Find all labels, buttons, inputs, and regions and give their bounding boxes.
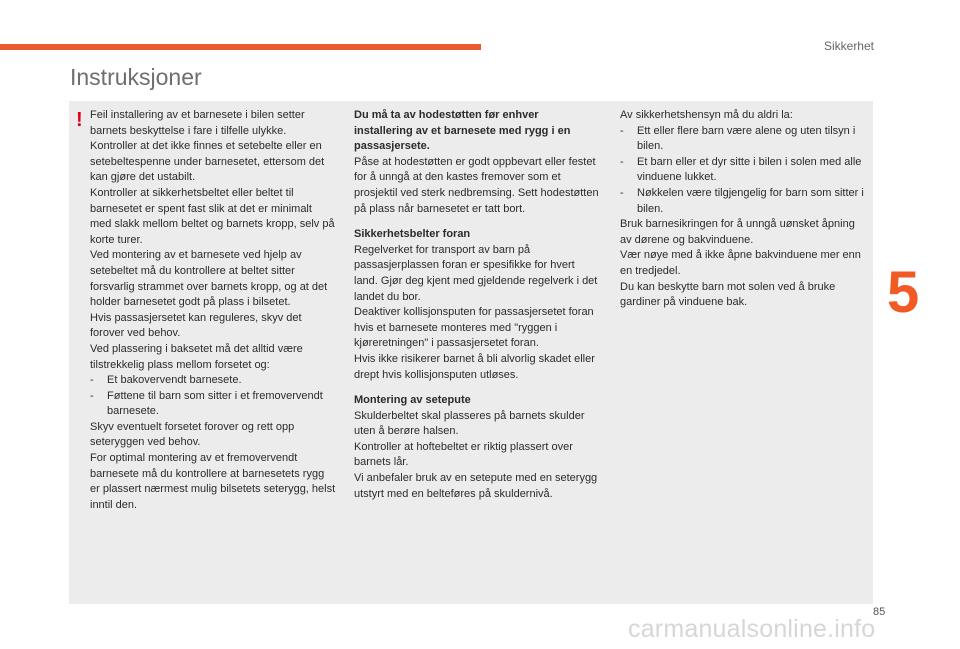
- section-heading: Sikkerhetsbelter foran: [354, 228, 471, 241]
- list-item-text: Et bakovervendt barnesete.: [107, 374, 242, 387]
- list-item: [620, 124, 866, 155]
- list-item-text: Et barn eller et dyr sitte i bilen i solen med alle vinduene lukket.: [637, 155, 862, 184]
- dash-marker: -: [90, 374, 94, 387]
- list-item: [90, 389, 336, 420]
- column-safety: [620, 108, 866, 311]
- list-item-text: Ett eller flere barn være alene og uten tilsyn i bilen.: [637, 124, 856, 153]
- paragraph: Ved plassering i baksetet må det alltid være tilstrekkelig plass mellom forsetet og:: [90, 342, 303, 371]
- paragraph: Kontroller at sikkerhetsbeltet eller beltet til barnesetet er spent fast slik at det er minimalt med slakk mellom beltet og barnets kropp, selv på korte turer.: [90, 186, 335, 246]
- paragraph: Vi anbefaler bruk av en setepute med en seterygg utstyrt med en belteføres på skuldernivå.: [354, 472, 598, 500]
- paragraph: Vær nøye med å ikke åpne bakvinduene mer enn en tredjedel.: [620, 249, 861, 277]
- paragraph: Bruk barnesikringen for å unngå uønsket åpning av dørene og bakvinduene.: [620, 218, 855, 246]
- dash-marker: -: [620, 155, 624, 168]
- dash-marker: -: [620, 186, 624, 199]
- column-warnings: [90, 108, 336, 513]
- paragraph: Ved montering av et barnesete ved hjelp av setebeltet må du kontrollere at beltet sitter forsvarlig strammet over barnets kropp, og at det holder barnesetet godt på plass i bilsetet.: [90, 249, 328, 309]
- dash-marker: -: [90, 389, 94, 402]
- paragraph: Hvis passasjersetet kan reguleres, skyv det forover ved behov.: [90, 311, 302, 340]
- header-accent-bar: [0, 44, 481, 50]
- paragraph: Skulderbeltet skal plasseres på barnets skulder uten å berøre halsen.: [354, 409, 585, 438]
- paragraph: Regelverket for transport av barn på passasjerplassen foran er spesifikke for hvert land. Gjør deg kjent med gjeldende regelverk i det landet du bor.: [354, 243, 598, 303]
- paragraph: Av sikkerhetshensyn må du aldri la:: [620, 109, 793, 121]
- list-item-text: Føttene til barn som sitter i et fremovervendt barnesete.: [107, 389, 323, 418]
- chapter-number: 5: [887, 260, 920, 325]
- list-item: [90, 373, 336, 389]
- paragraph: Skyv eventuelt forsetet forover og rett opp seteryggen ved behov.: [90, 420, 295, 449]
- paragraph: Du kan beskytte barn mot solen ved å bruke gardiner på vinduene bak.: [620, 280, 836, 309]
- paragraph: Deaktiver kollisjonsputen for passasjersetet foran hvis et barnesete monteres med "ryggen i kjøreretningen" i passasjersetet foran.: [354, 306, 594, 350]
- page-number: 85: [873, 606, 886, 618]
- section-heading: Du må ta av hodestøtten før enhver installering av et barnesete med rygg i en passasjersete.: [354, 109, 571, 153]
- section-heading: Montering av setepute: [354, 394, 471, 407]
- paragraph: Påse at hodestøtten er godt oppbevart eller festet for å unngå at den kastes fremover som et prosjektil ved sterk nedbremsing. Sett hodestøtten på plass når barnesetet er tatt bort.: [354, 155, 599, 215]
- dash-marker: -: [620, 124, 624, 137]
- watermark: carmanualsonline.info: [628, 615, 876, 643]
- paragraph: Feil installering av et barnesete i bilen setter barnets beskyttelse i fare i tilfelle ulykke.: [90, 109, 305, 137]
- list-item-text: Nøkkelen være tilgjengelig for barn som sitter i bilen.: [637, 186, 864, 215]
- page-title: Instruksjoner: [70, 64, 202, 90]
- paragraph: Kontroller at det ikke finnes et setebelte eller en setebeltespenne under barnesetet, ettersom det kan gjøre det ustabilt.: [90, 140, 325, 184]
- paragraph: For optimal montering av et fremovervendt barnesete må du kontrollere at barnesetets rygg er plassert nærmest mulig bilsetets seterygg, helst inntil den.: [90, 452, 336, 511]
- warning-icon: !: [76, 109, 83, 131]
- paragraph: Hvis ikke risikerer barnet å bli alvorlig skadet eller drept hvis kollisjonsputen utløses.: [354, 352, 595, 381]
- paragraph: Kontroller at hoftebeltet er riktig plassert over barnets lår.: [354, 440, 573, 469]
- section-label: Sikkerhet: [823, 39, 874, 53]
- list-item: [620, 155, 866, 186]
- list-item: [620, 186, 866, 217]
- column-head-restraint: [354, 108, 600, 502]
